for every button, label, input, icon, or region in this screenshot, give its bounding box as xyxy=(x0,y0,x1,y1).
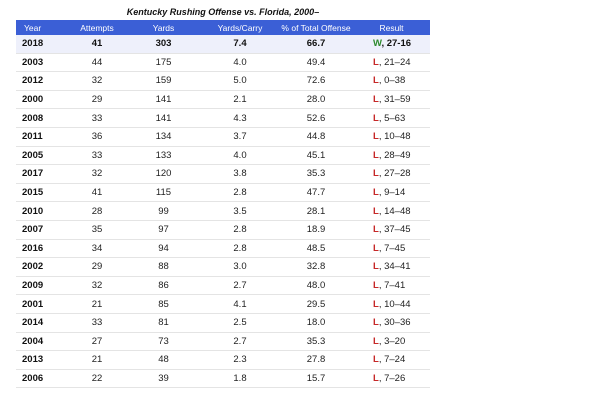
cell-attempts: 21 xyxy=(68,351,126,370)
cell-result xyxy=(353,127,430,146)
cell-year: 2011 xyxy=(16,127,68,146)
cell-yards-per-carry: 3.5 xyxy=(201,202,279,221)
cell-yards: 85 xyxy=(126,295,201,314)
cell-attempts: 33 xyxy=(68,146,126,165)
table-row xyxy=(16,220,430,239)
table-row xyxy=(16,53,430,72)
result-letter: L xyxy=(373,298,379,310)
table-title: Kentucky Rushing Offense vs. Florida, 2000– xyxy=(126,7,320,17)
table-row xyxy=(16,90,430,109)
cell-yards-per-carry: 2.3 xyxy=(201,351,279,370)
cell-year: 2007 xyxy=(16,220,68,239)
cell-result xyxy=(353,53,430,72)
column-header-attempts: Attempts xyxy=(80,22,114,33)
cell-percent-total-offense: 48.5 xyxy=(279,239,353,258)
cell-yards: 94 xyxy=(126,239,201,258)
cell-percent-total-offense: 49.4 xyxy=(279,53,353,72)
cell-year: 2004 xyxy=(16,332,68,351)
table-header-row xyxy=(16,20,430,35)
table-row xyxy=(16,165,430,184)
table-row xyxy=(16,72,430,91)
cell-attempts: 22 xyxy=(68,369,126,388)
result-letter: L xyxy=(373,149,379,161)
cell-yards-per-carry: 2.7 xyxy=(201,332,279,351)
cell-percent-total-offense: 29.5 xyxy=(279,295,353,314)
table-row xyxy=(16,127,430,146)
cell-attempts: 32 xyxy=(68,165,126,184)
result-letter: L xyxy=(373,56,379,68)
cell-yards: 81 xyxy=(126,313,201,332)
result-score: , 14–48 xyxy=(378,205,411,217)
cell-attempts: 36 xyxy=(68,127,126,146)
result-letter: L xyxy=(373,224,379,236)
cell-percent-total-offense: 35.3 xyxy=(279,332,353,351)
cell-yards: 73 xyxy=(126,332,201,351)
cell-percent-total-offense: 35.3 xyxy=(279,165,353,184)
result-score: , 30–36 xyxy=(378,317,411,329)
cell-result xyxy=(353,332,430,351)
table-row xyxy=(16,258,430,277)
cell-result xyxy=(353,146,430,165)
cell-yards: 303 xyxy=(126,35,201,53)
cell-percent-total-offense: 52.6 xyxy=(279,109,353,128)
cell-yards-per-carry: 1.8 xyxy=(201,369,279,388)
cell-yards: 141 xyxy=(126,109,201,128)
cell-result xyxy=(353,351,430,370)
cell-yards-per-carry: 2.5 xyxy=(201,313,279,332)
cell-year: 2018 xyxy=(16,35,68,53)
column-header-result: Result xyxy=(379,22,404,33)
result-score: , 5–63 xyxy=(378,112,406,124)
table-row xyxy=(16,109,430,128)
cell-yards-per-carry: 5.0 xyxy=(201,72,279,91)
cell-yards: 97 xyxy=(126,220,201,239)
cell-yards-per-carry: 3.8 xyxy=(201,165,279,184)
rushing-table-container xyxy=(16,4,430,388)
table-row xyxy=(16,295,430,314)
cell-yards-per-carry: 4.0 xyxy=(201,53,279,72)
cell-attempts: 44 xyxy=(68,53,126,72)
result-letter: L xyxy=(373,112,379,124)
cell-percent-total-offense: 18.0 xyxy=(279,313,353,332)
result-score: , 7–26 xyxy=(378,372,406,384)
cell-year: 2015 xyxy=(16,183,68,202)
result-letter: L xyxy=(373,168,379,180)
result-letter: L xyxy=(373,354,379,366)
column-header-percent-total-offense: % of Total Offense xyxy=(281,22,351,33)
cell-percent-total-offense: 28.1 xyxy=(279,202,353,221)
cell-result xyxy=(353,369,430,388)
result-letter: L xyxy=(373,242,379,254)
table-row xyxy=(16,146,430,165)
cell-year: 2017 xyxy=(16,165,68,184)
cell-yards: 39 xyxy=(126,369,201,388)
cell-percent-total-offense: 48.0 xyxy=(279,276,353,295)
cell-result xyxy=(353,258,430,277)
cell-attempts: 29 xyxy=(68,258,126,277)
cell-attempts: 34 xyxy=(68,239,126,258)
cell-yards: 133 xyxy=(126,146,201,165)
result-letter: L xyxy=(373,335,379,347)
cell-result xyxy=(353,72,430,91)
table-row xyxy=(16,276,430,295)
cell-year: 2006 xyxy=(16,369,68,388)
column-header-yards-per-carry: Yards/Carry xyxy=(217,22,263,33)
column-header-year: Year xyxy=(24,22,42,33)
result-score: , 27-16 xyxy=(381,38,412,50)
cell-percent-total-offense: 47.7 xyxy=(279,183,353,202)
cell-result xyxy=(353,295,430,314)
cell-yards-per-carry: 2.7 xyxy=(201,276,279,295)
result-letter: L xyxy=(373,280,379,292)
cell-year: 2002 xyxy=(16,258,68,277)
cell-yards: 115 xyxy=(126,183,201,202)
cell-year: 2000 xyxy=(16,90,68,109)
cell-percent-total-offense: 15.7 xyxy=(279,369,353,388)
result-score: , 10–48 xyxy=(378,131,411,143)
result-letter: L xyxy=(373,317,379,329)
cell-yards-per-carry: 2.8 xyxy=(201,239,279,258)
cell-year: 2009 xyxy=(16,276,68,295)
cell-attempts: 32 xyxy=(68,276,126,295)
cell-percent-total-offense: 45.1 xyxy=(279,146,353,165)
result-letter: L xyxy=(373,187,379,199)
cell-attempts: 32 xyxy=(68,72,126,91)
result-score: , 3–20 xyxy=(378,335,406,347)
result-score: , 34–41 xyxy=(378,261,411,273)
result-score: , 10–44 xyxy=(378,298,411,310)
cell-yards: 120 xyxy=(126,165,201,184)
table-row xyxy=(16,351,430,370)
cell-yards: 48 xyxy=(126,351,201,370)
result-score: , 9–14 xyxy=(378,187,406,199)
result-score: , 0–38 xyxy=(378,75,406,87)
cell-yards-per-carry: 3.7 xyxy=(201,127,279,146)
table-body xyxy=(16,35,430,388)
cell-year: 2012 xyxy=(16,72,68,91)
cell-result xyxy=(353,239,430,258)
result-letter: L xyxy=(373,372,379,384)
cell-year: 2008 xyxy=(16,109,68,128)
result-letter: W xyxy=(373,38,382,50)
cell-attempts: 33 xyxy=(68,109,126,128)
column-header-yards: Yards xyxy=(152,22,175,33)
table-row xyxy=(16,239,430,258)
table-row xyxy=(16,183,430,202)
cell-yards-per-carry: 4.3 xyxy=(201,109,279,128)
cell-attempts: 27 xyxy=(68,332,126,351)
cell-yards-per-carry: 4.0 xyxy=(201,146,279,165)
result-letter: L xyxy=(373,261,379,273)
cell-attempts: 33 xyxy=(68,313,126,332)
result-score: , 28–49 xyxy=(378,149,411,161)
result-score: , 37–45 xyxy=(378,224,411,236)
result-score: , 31–59 xyxy=(378,94,411,106)
cell-percent-total-offense: 28.0 xyxy=(279,90,353,109)
cell-result xyxy=(353,165,430,184)
cell-result xyxy=(353,202,430,221)
cell-percent-total-offense: 18.9 xyxy=(279,220,353,239)
table-row xyxy=(16,369,430,388)
cell-yards-per-carry: 3.0 xyxy=(201,258,279,277)
cell-yards: 99 xyxy=(126,202,201,221)
cell-attempts: 29 xyxy=(68,90,126,109)
table-row xyxy=(16,35,430,53)
result-letter: L xyxy=(373,94,379,106)
cell-year: 2016 xyxy=(16,239,68,258)
cell-year: 2014 xyxy=(16,313,68,332)
cell-result xyxy=(353,276,430,295)
cell-yards-per-carry: 4.1 xyxy=(201,295,279,314)
cell-result xyxy=(353,90,430,109)
result-letter: L xyxy=(373,131,379,143)
result-score: , 7–45 xyxy=(378,242,406,254)
cell-yards: 86 xyxy=(126,276,201,295)
result-score: , 27–28 xyxy=(378,168,411,180)
cell-yards-per-carry: 2.8 xyxy=(201,183,279,202)
cell-yards: 159 xyxy=(126,72,201,91)
cell-yards-per-carry: 2.1 xyxy=(201,90,279,109)
cell-result xyxy=(353,35,430,53)
result-score: , 21–24 xyxy=(378,56,411,68)
cell-yards: 134 xyxy=(126,127,201,146)
result-score: , 7–41 xyxy=(378,280,406,292)
cell-attempts: 35 xyxy=(68,220,126,239)
cell-attempts: 21 xyxy=(68,295,126,314)
result-letter: L xyxy=(373,205,379,217)
cell-percent-total-offense: 44.8 xyxy=(279,127,353,146)
cell-attempts: 41 xyxy=(68,35,126,53)
cell-result xyxy=(353,220,430,239)
cell-year: 2005 xyxy=(16,146,68,165)
cell-yards: 88 xyxy=(126,258,201,277)
cell-percent-total-offense: 72.6 xyxy=(279,72,353,91)
cell-percent-total-offense: 66.7 xyxy=(279,35,353,53)
cell-yards: 141 xyxy=(126,90,201,109)
cell-yards: 175 xyxy=(126,53,201,72)
cell-year: 2001 xyxy=(16,295,68,314)
table-row xyxy=(16,332,430,351)
result-score: , 7–24 xyxy=(378,354,406,366)
table-row xyxy=(16,313,430,332)
cell-year: 2013 xyxy=(16,351,68,370)
cell-percent-total-offense: 32.8 xyxy=(279,258,353,277)
cell-year: 2003 xyxy=(16,53,68,72)
rushing-offense-table xyxy=(16,20,430,388)
result-letter: L xyxy=(373,75,379,87)
cell-result xyxy=(353,313,430,332)
cell-percent-total-offense: 27.8 xyxy=(279,351,353,370)
table-row xyxy=(16,202,430,221)
cell-result xyxy=(353,183,430,202)
cell-attempts: 28 xyxy=(68,202,126,221)
cell-year: 2010 xyxy=(16,202,68,221)
cell-yards-per-carry: 2.8 xyxy=(201,220,279,239)
cell-attempts: 41 xyxy=(68,183,126,202)
cell-result xyxy=(353,109,430,128)
cell-yards-per-carry: 7.4 xyxy=(201,35,279,53)
